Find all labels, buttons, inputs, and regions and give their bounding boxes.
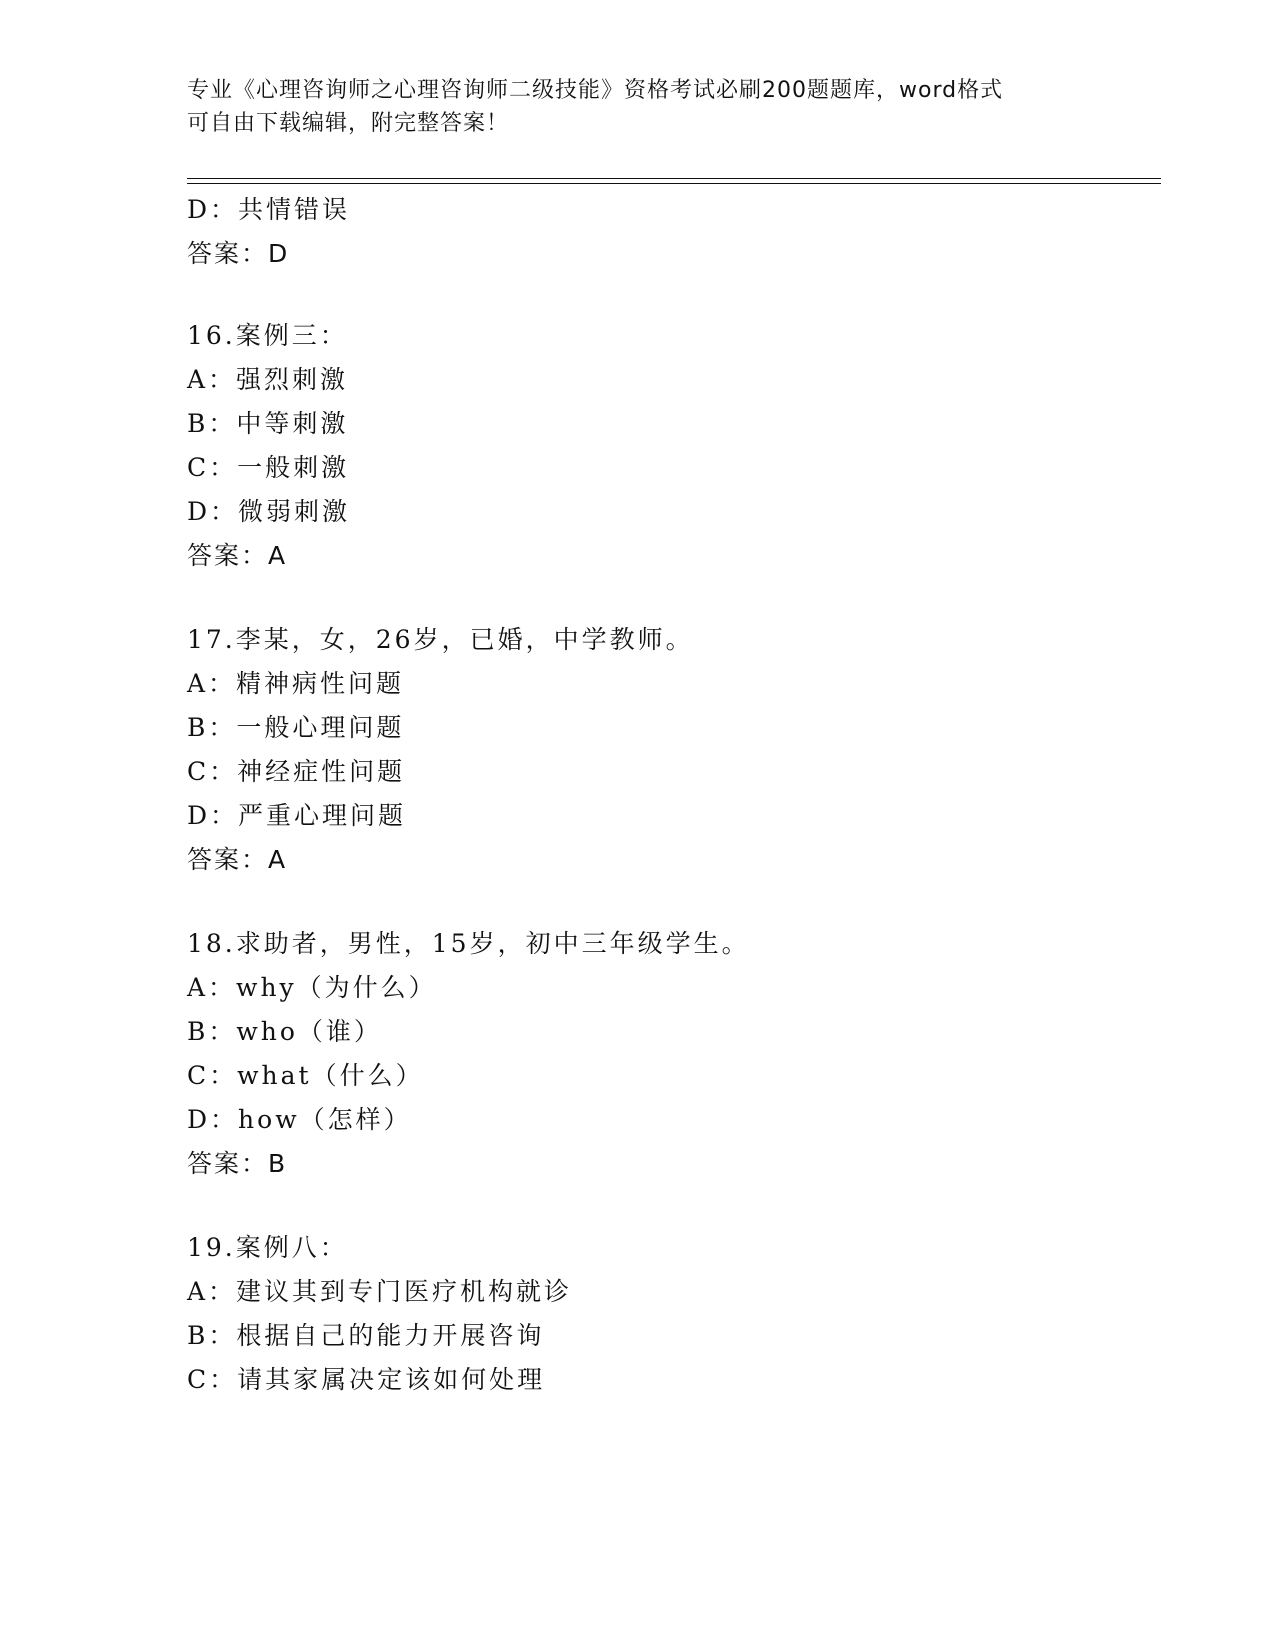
answer-line: 答案：B	[187, 1149, 288, 1178]
option-b: B：一般心理问题	[187, 713, 405, 742]
option-c: C：请其家属决定该如何处理	[187, 1365, 546, 1394]
option-c: C：what（什么）	[187, 1061, 424, 1090]
document-header	[187, 74, 1087, 140]
question-16: 16.案例三：	[187, 321, 348, 350]
header-divider-top	[187, 178, 1161, 179]
header-line-2: 可自由下载编辑，附完整答案！	[187, 111, 510, 136]
option-d: D：how（怎样）	[187, 1105, 412, 1134]
option-a: A：建议其到专门医疗机构就诊	[187, 1277, 573, 1306]
option-a: A：强烈刺激	[187, 365, 349, 394]
question-18: 18.求助者，男性，15岁，初中三年级学生。	[187, 929, 750, 958]
question-17: 17.李某，女，26岁，已婚，中学教师。	[187, 625, 694, 654]
option-a: A：why（为什么）	[187, 973, 437, 1002]
answer-line: 答案：A	[187, 541, 288, 570]
option-b: B：中等刺激	[187, 409, 349, 438]
question-19: 19.案例八：	[187, 1233, 348, 1262]
answer-line: 答案：A	[187, 845, 288, 874]
header-divider-bottom	[187, 183, 1161, 184]
option-b: B：根据自己的能力开展咨询	[187, 1321, 545, 1350]
option-d: D：共情错误	[187, 195, 351, 224]
option-b: B：who（谁）	[187, 1017, 382, 1046]
option-d: D：微弱刺激	[187, 497, 351, 526]
option-d: D：严重心理问题	[187, 801, 407, 830]
answer-line: 答案：D	[187, 239, 290, 268]
option-a: A：精神病性问题	[187, 669, 405, 698]
option-c: C：一般刺激	[187, 453, 350, 482]
option-c: C：神经症性问题	[187, 757, 406, 786]
header-line-1: 专业《心理咨询师之心理咨询师二级技能》资格考试必刷200题题库，word格式	[187, 78, 1004, 103]
